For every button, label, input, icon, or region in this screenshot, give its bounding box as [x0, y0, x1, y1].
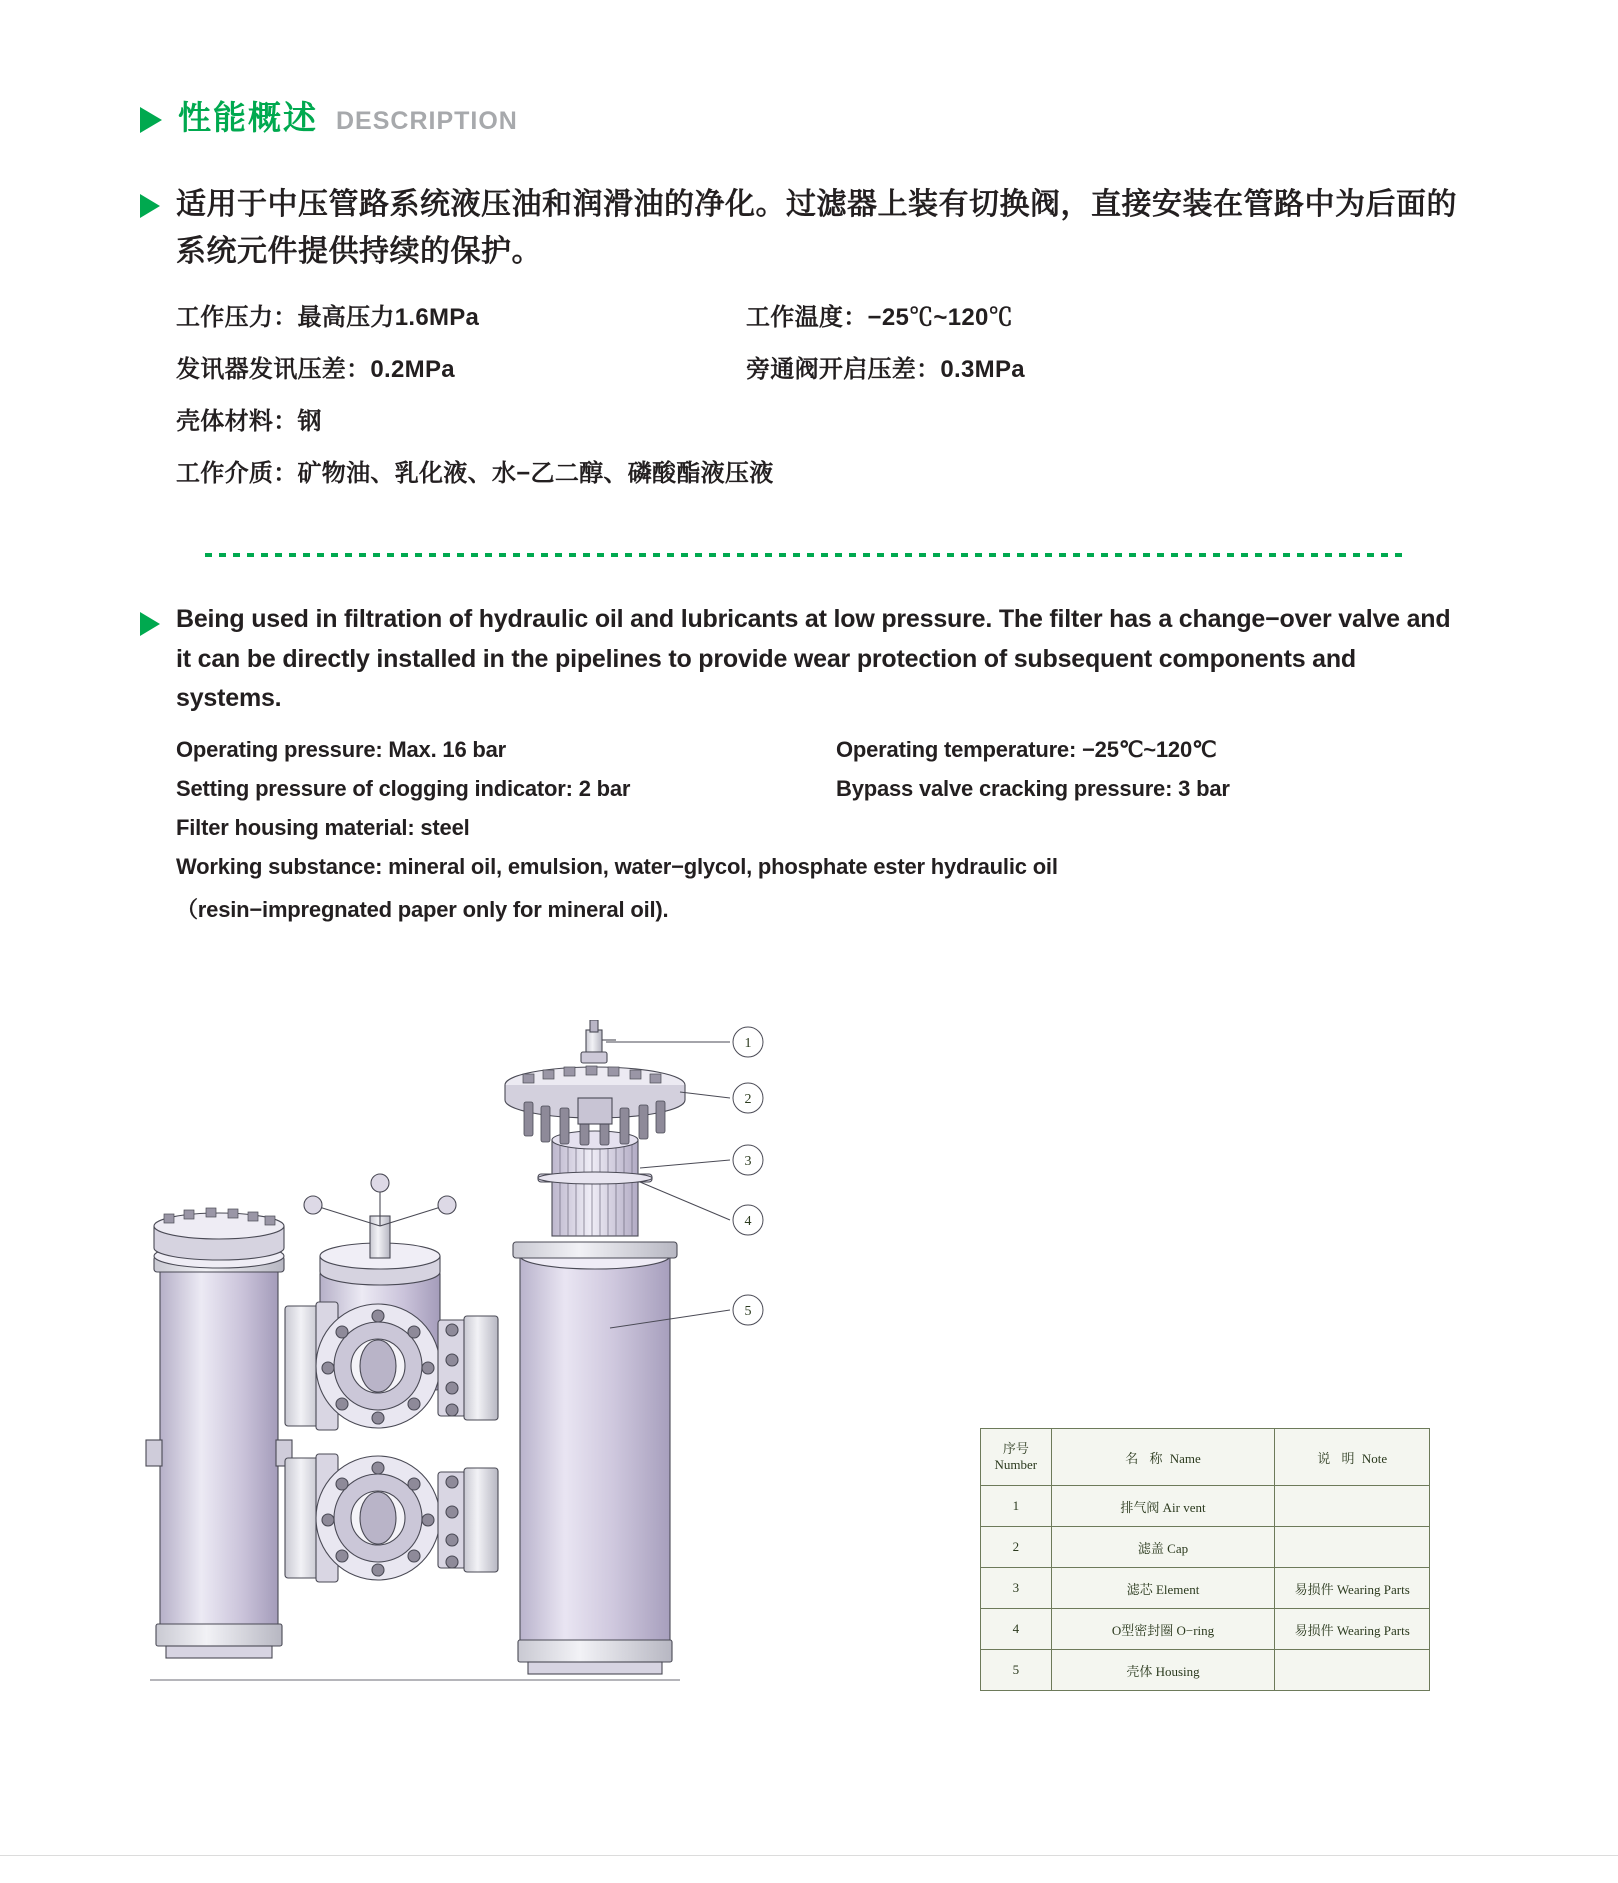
table-row	[981, 1568, 1430, 1609]
chinese-spec-grid	[176, 297, 1356, 488]
english-description-block	[140, 600, 1520, 937]
spec-empty	[746, 401, 1346, 436]
row-note: 易损件 Wearing Parts	[1275, 1609, 1430, 1650]
row-number: 4	[981, 1609, 1052, 1650]
spec-operating-pressure: Operating pressure: Max. 16 bar	[176, 736, 507, 762]
english-lead-row	[140, 600, 1520, 719]
spec-clogging-indicator: Setting pressure of clogging indicator: 2 bar	[176, 775, 631, 801]
callout-4: 4	[744, 1214, 752, 1229]
triangle-bullet-icon	[140, 194, 160, 218]
triangle-bullet-icon	[140, 107, 162, 133]
callout-2: 2	[744, 1092, 752, 1107]
table-header-row	[981, 1429, 1430, 1486]
spec-working-substance-note: （resin−impregnated paper only for mineral oil).	[176, 896, 669, 922]
row-name: 滤盖 Cap	[1051, 1527, 1275, 1568]
spec-working-substance: 工作介质：矿物油、乳化液、水−乙二醇、磷酸酯液压液	[176, 460, 774, 487]
spec-row	[176, 854, 1496, 880]
spec-housing-material: 壳体材料：钢	[176, 408, 322, 435]
page-bottom-rule	[0, 1855, 1618, 1856]
table-row	[981, 1650, 1430, 1691]
english-lead-paragraph: Being used in filtration of hydraulic oil and lubricants at low pressure. The filter has a change−over valve and it can be directly installed in the pipelines to provide wear protection of subsequent components and systems.	[176, 605, 1451, 712]
row-note	[1275, 1650, 1430, 1691]
row-note	[1275, 1527, 1430, 1568]
row-name: 滤芯 Element	[1051, 1568, 1275, 1609]
callout-5: 5	[744, 1304, 752, 1319]
header-note	[1275, 1429, 1430, 1486]
triangle-bullet-icon	[140, 612, 160, 636]
row-name: 排气阀 Air vent	[1051, 1486, 1275, 1527]
header-name	[1051, 1429, 1275, 1486]
spec-empty	[836, 815, 1486, 841]
spec-row	[176, 737, 1496, 763]
section-title-en: DESCRIPTION	[336, 107, 518, 135]
row-number: 1	[981, 1486, 1052, 1527]
spec-working-pressure: 工作压力：最高压力1.6MPa	[176, 304, 480, 331]
row-name: 壳体 Housing	[1051, 1650, 1275, 1691]
row-number: 2	[981, 1527, 1052, 1568]
spec-indicator-pressure: 发讯器发讯压差：0.2MPa	[176, 356, 455, 383]
header-number-cn: 序号	[1002, 1440, 1029, 1456]
spec-row	[176, 776, 1496, 802]
table-row	[981, 1609, 1430, 1650]
header-name-cn: 名 称	[1125, 1450, 1167, 1466]
chinese-lead-row	[140, 182, 1490, 275]
spec-filter-housing-material: Filter housing material: steel	[176, 814, 470, 840]
table-row	[981, 1527, 1430, 1568]
spec-working-substance: Working substance: mineral oil, emulsion, water−glycol, phosphate ester hydraulic oil	[176, 853, 1058, 879]
spec-row	[176, 349, 1356, 384]
spec-row	[176, 815, 1496, 841]
row-note: 易损件 Wearing Parts	[1275, 1568, 1430, 1609]
row-number: 3	[981, 1568, 1052, 1609]
header-number-en: Number	[994, 1457, 1038, 1472]
callout-3: 3	[744, 1154, 752, 1169]
row-note	[1275, 1486, 1430, 1527]
header-name-en: Name	[1169, 1450, 1201, 1466]
spec-working-temperature: 工作温度：−25℃~120℃	[746, 304, 1013, 331]
english-spec-grid	[176, 737, 1496, 924]
spec-bypass-cracking: Bypass valve cracking pressure: 3 bar	[836, 775, 1230, 801]
chinese-description-block	[140, 182, 1490, 505]
spec-row	[176, 297, 1356, 332]
filter-assembly-drawing	[120, 1020, 1020, 1740]
row-number: 5	[981, 1650, 1052, 1691]
section-title-cn: 性能概述	[178, 99, 318, 136]
callout-1: 1	[744, 1036, 752, 1051]
header-number	[981, 1429, 1052, 1486]
section-heading	[140, 92, 518, 139]
row-name: O型密封圈 O−ring	[1051, 1609, 1275, 1650]
parts-table	[980, 1428, 1430, 1691]
chinese-lead-paragraph: 适用于中压管路系统液压油和润滑油的净化。过滤器上装有切换阀，直接安装在管路中为后面的系统元件提供持续的保护。	[176, 188, 1457, 268]
header-note-cn: 说 明	[1317, 1450, 1359, 1466]
table-row	[981, 1486, 1430, 1527]
header-note-en: Note	[1361, 1450, 1388, 1466]
spec-row	[176, 401, 1356, 436]
spec-row	[176, 893, 1496, 924]
spec-row	[176, 453, 1356, 488]
spec-bypass-pressure: 旁通阀开启压差：0.3MPa	[746, 356, 1025, 383]
spec-operating-temperature: Operating temperature: −25℃~120℃	[836, 736, 1217, 762]
dotted-divider	[205, 553, 1405, 557]
product-assembly-figure	[120, 1020, 1020, 1740]
